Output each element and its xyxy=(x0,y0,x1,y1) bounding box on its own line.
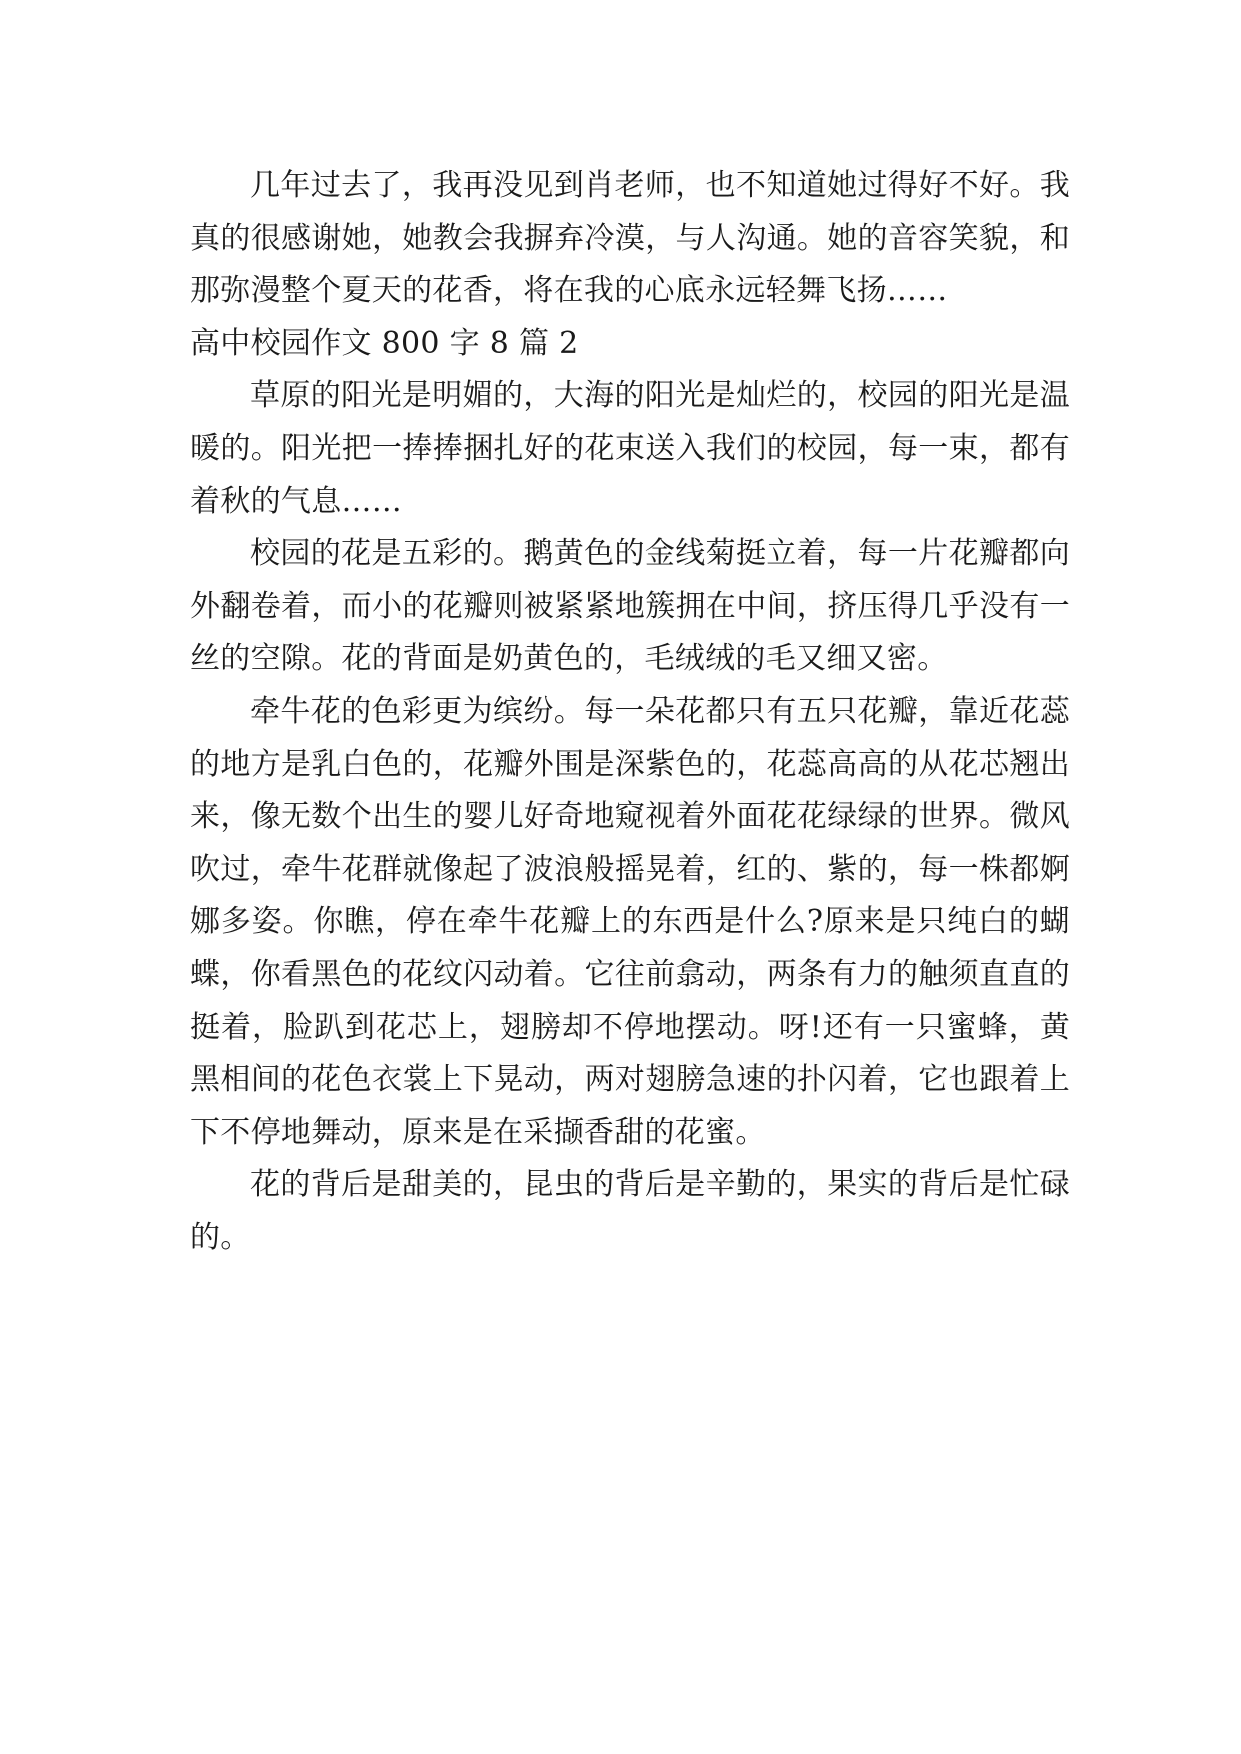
paragraph-body: 几年过去了，我再没见到肖老师，也不知道她过得好不好。我真的很感谢她，她教会我摒弃冷漠，与人沟通。她的音容笑貌，和那弥漫整个夏天的花香，将在我的心底永远轻舞飞扬…… xyxy=(190,168,1070,309)
paragraph-body: 校园的花是五彩的。鹅黄色的金线菊挺立着，每一片花瓣都向外翻卷着，而小的花瓣则被紧紧地簇拥在中间，挤压得几乎没有一丝的空隙。花的背面是奶黄色的，毛绒绒的毛又细又密。 xyxy=(190,536,1070,677)
paragraph-body: 草原的阳光是明媚的，大海的阳光是灿烂的，校园的阳光是温暖的。阳光把一捧捧捆扎好的花束送入我们的校园，每一束，都有着秋的气息…… xyxy=(190,378,1070,519)
paragraph-body: 牵牛花的色彩更为缤纷。每一朵花都只有五只花瓣，靠近花蕊的地方是乳白色的，花瓣外围是深紫色的，花蕊高高的从花芯翘出来，像无数个出生的婴儿好奇地窥视着外面花花绿绿的世界。微风吹过，牵牛花群就像起了波浪般摇晃着，红的、紫的，每一株都婀娜多姿。你瞧，停在牵牛花瓣上的东西是什么?原来是只纯白的蝴蝶，你看黑色的花纹闪动着。它往前翕动，两条有力的触须直直的挺着，脸趴到花芯上，翅膀却不停地摆动。呀!还有一只蜜蜂，黄黑相间的花色衣裳上下晃动，两对翅膀急速的扑闪着，它也跟着上下不停地舞动，原来是在采撷香甜的花蜜。 xyxy=(190,693,1070,1150)
document-page xyxy=(190,160,1070,1264)
paragraph-body: 花的背后是甜美的，昆虫的背后是辛勤的，果实的背后是忙碌的。 xyxy=(190,1167,1070,1255)
section-heading: 高中校园作文 800 字 8 篇 2 xyxy=(190,325,579,361)
